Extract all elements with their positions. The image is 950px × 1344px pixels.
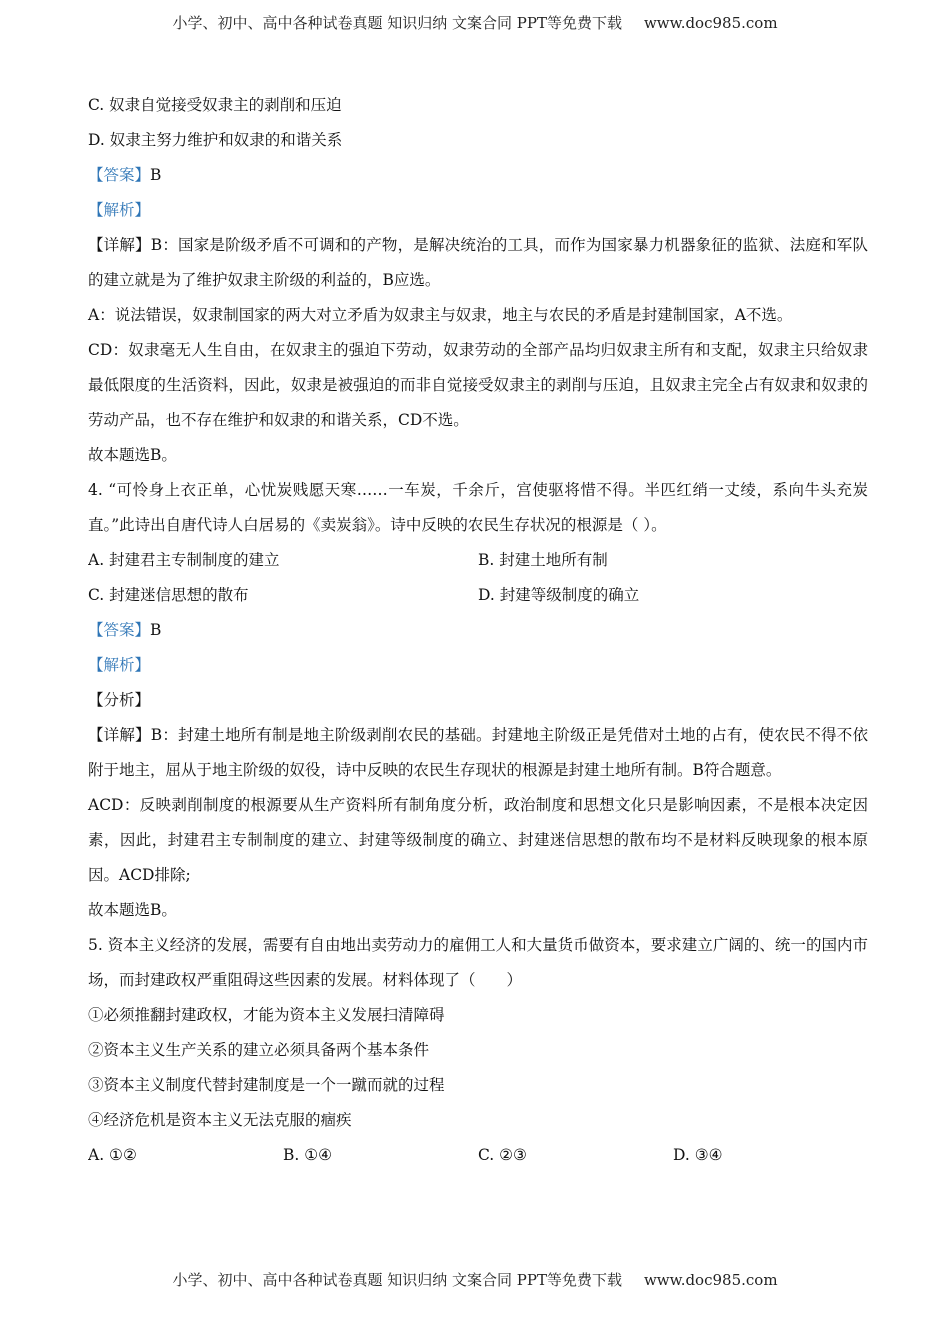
detail-label: 【详解】 (88, 726, 151, 744)
page-footer (0, 1269, 950, 1290)
q3-analysis-label (88, 193, 868, 228)
analysis-label: 【解析】 (88, 201, 151, 219)
q3-para-cd: CD：奴隶毫无人生自由，在奴隶主的强迫下劳动，奴隶劳动的全部产品均归奴隶主所有和支配，奴隶主只给奴隶最低限度的生活资料，因此，奴隶是被强迫的而非自觉接受奴隶主的剥削与压迫，且奴隶主完全占有奴隶和奴隶的劳动产品，也不存在维护和奴隶的和谐关系，CD不选。 (88, 341, 868, 429)
q5-option-b: B. ①④ (283, 1146, 333, 1164)
answer-label: 【答案】 (88, 166, 151, 184)
detail-label: 【详解】 (88, 236, 151, 254)
q4-option-c: C. 封建迷信思想的散布 (88, 586, 249, 604)
answer-label: 【答案】 (88, 621, 151, 639)
q4-option-b: B. 封建土地所有制 (478, 551, 608, 569)
q3-detail (88, 228, 868, 298)
q3-option-d: D. 奴隶主努力维护和奴隶的和谐关系 (88, 131, 343, 149)
q4-options-row-1 (88, 543, 868, 578)
document-body (88, 88, 868, 1173)
q3-para-a: A：说法错误，奴隶制国家的两大对立矛盾为奴隶主与奴隶，地主与农民的矛盾是封建制国家，A不选。 (88, 306, 793, 324)
footer-text: 小学、初中、高中各种试卷真题 知识归纳 文案合同 PPT等免费下载 (172, 1271, 622, 1289)
q3-conclusion: 故本题选B。 (88, 446, 177, 464)
q4-option-d: D. 封建等级制度的确立 (478, 586, 640, 604)
q4-stem: 4. “可怜身上衣正单，心忧炭贱愿天寒……一车炭，千余斤，宫使驱将惜不得。半匹红绡一丈绫，系向牛头充炭直。”此诗出自唐代诗人白居易的《卖炭翁》。诗中反映的农民生存状况的根源是（ ）。 (88, 481, 868, 534)
q3-answer (88, 158, 868, 193)
q4-option-a: A. 封建君主专制制度的建立 (88, 551, 280, 569)
answer-value: B (150, 166, 162, 184)
q4-conclusion: 故本题选B。 (88, 901, 177, 919)
q5-statement-2: ②资本主义生产关系的建立必须具备两个基本条件 (88, 1041, 430, 1059)
footer-url[interactable]: www.doc985.com (643, 1271, 778, 1289)
q4-options-row-2 (88, 578, 868, 613)
detail-text: B：国家是阶级矛盾不可调和的产物，是解决统治的工具，而作为国家暴力机器象征的监狱、法庭和军队的建立就是为了维护奴隶主阶级的利益的，B应选。 (88, 236, 868, 289)
page-header (0, 12, 950, 33)
q5-options-row (88, 1138, 868, 1173)
q4-fenxi-label: 【分析】 (88, 691, 151, 709)
q5-statement-1: ①必须推翻封建政权，才能为资本主义发展扫清障碍 (88, 1006, 445, 1024)
q5-stem: 5. 资本主义经济的发展，需要有自由地出卖劳动力的雇佣工人和大量货币做资本，要求建立广阔的、统一的国内市场，而封建政权严重阻碍这些因素的发展。材料体现了（ ） (88, 936, 868, 989)
header-text: 小学、初中、高中各种试卷真题 知识归纳 文案合同 PPT等免费下载 (172, 14, 622, 32)
q3-option-c: C. 奴隶自觉接受奴隶主的剥削和压迫 (88, 96, 342, 114)
header-url[interactable]: www.doc985.com (643, 14, 778, 32)
q5-option-d: D. ③④ (673, 1146, 723, 1164)
analysis-label: 【解析】 (88, 656, 151, 674)
detail-text: B：封建土地所有制是地主阶级剥削农民的基础。封建地主阶级正是凭借对土地的占有，使农民不得不依附于地主，屈从于地主阶级的奴役，诗中反映的农民生存现状的根源是封建土地所有制。B符合题意。 (88, 726, 868, 779)
q4-detail (88, 718, 868, 788)
answer-value: B (150, 621, 162, 639)
q5-option-a: A. ①② (88, 1146, 137, 1164)
q5-option-c: C. ②③ (478, 1146, 527, 1164)
q4-answer (88, 613, 868, 648)
q5-statement-4: ④经济危机是资本主义无法克服的痼疾 (88, 1111, 352, 1129)
q4-analysis-label (88, 648, 868, 683)
q4-para-acd: ACD：反映剥削制度的根源要从生产资料所有制角度分析，政治制度和思想文化只是影响因素，不是根本决定因素，因此，封建君主专制制度的建立、封建等级制度的确立、封建迷信思想的散布均不是材料反映现象的根本原因。ACD排除; (88, 796, 868, 884)
q5-statement-3: ③资本主义制度代替封建制度是一个一蹴而就的过程 (88, 1076, 445, 1094)
